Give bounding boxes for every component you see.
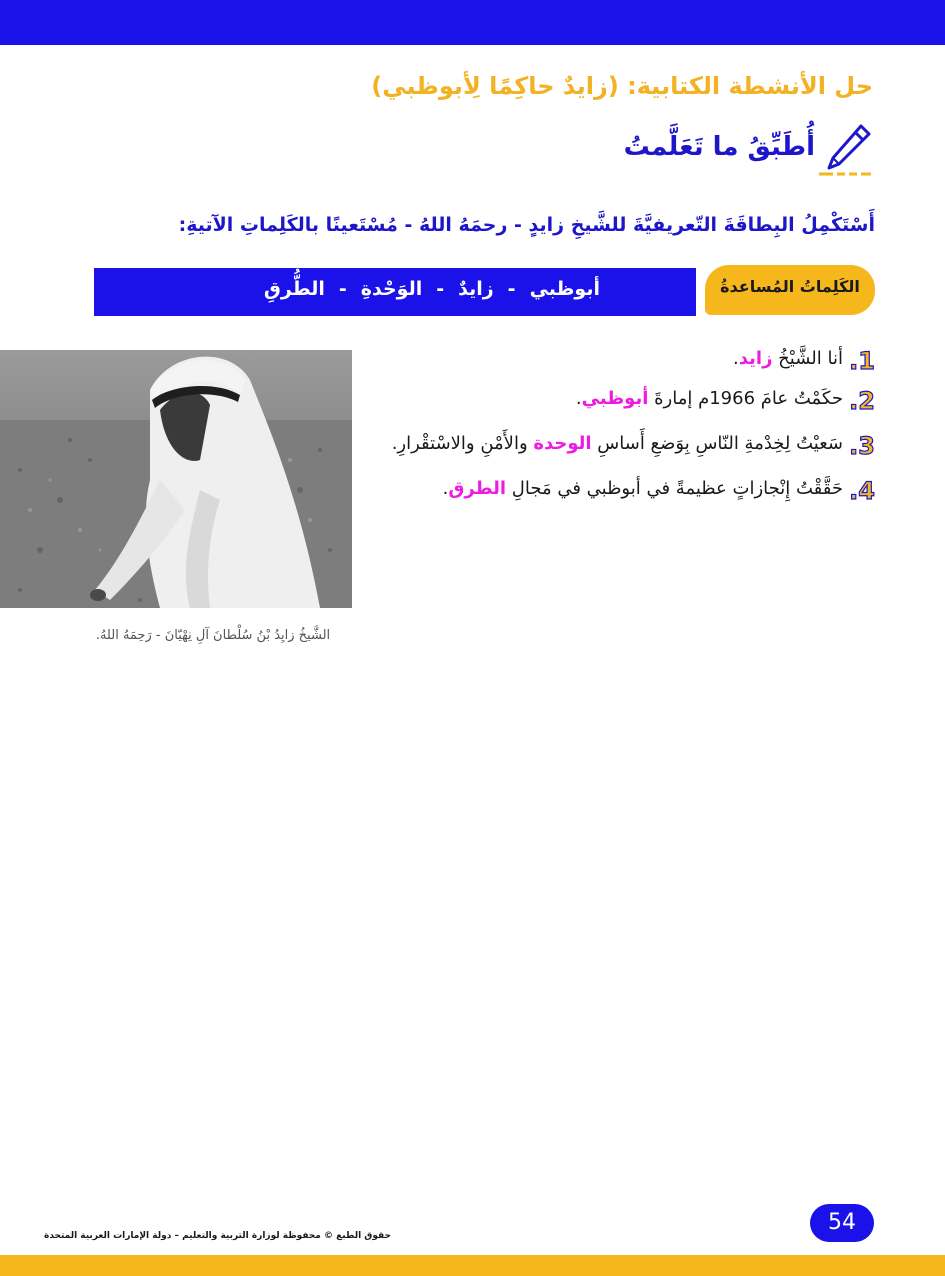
answers-list (375, 342, 875, 506)
answer-text: أنا الشَّيْخُ (772, 348, 843, 369)
pencil-icon (815, 120, 873, 178)
page-title: حل الأنشطة الكتابية: (زايدٌ حاكِمًا لِأبوظبي) (371, 72, 873, 100)
item-number: 2. (849, 387, 875, 415)
top-banner (0, 0, 945, 45)
answer-text: سَعيْتُ لِخِدْمةِ النّاسِ بِوَضعِ أَساسِ (591, 433, 843, 454)
page-number: 54 (810, 1204, 874, 1242)
answer-text: حكَمْتُ عامَ 1966م إمارةَ (648, 388, 843, 409)
copyright-notice: حقوق الطبع © محفوظة لوزارة التربية والتعليم – دولة الإمارات العربية المتحدة (44, 1231, 391, 1241)
helper-word: زايدٌ (458, 278, 494, 300)
section-header (573, 120, 873, 180)
answer-fill: الطرق (448, 478, 507, 499)
item-number: 4. (849, 477, 875, 505)
answer-item (375, 382, 875, 416)
word-separator: - (338, 278, 347, 300)
instruction-text: أَسْتَكْمِلُ البِطاقَةَ التّعريفيَّةَ للشَّيخِ زايدٍ - رحمَهُ اللهُ - مُسْتَعينًا بالكَلِماتِ الآتيةِ: (178, 214, 875, 236)
helper-words-row (264, 278, 600, 300)
answer-fill: زايد (738, 348, 773, 369)
section-title: أُطَبِّقُ ما تَعَلَّمتُ (623, 132, 815, 162)
helper-word: أبوظبي (529, 278, 600, 300)
sheikh-zayed-photo (0, 350, 352, 608)
item-number: 3. (849, 432, 875, 460)
word-separator: - (507, 278, 516, 300)
answer-item (375, 342, 875, 376)
item-number: 1. (849, 347, 875, 375)
answer-text: حَقَّقْتُ إِنْجازاتٍ عظيمةً في أبوظبي في مَجالِ (506, 478, 843, 499)
helper-words-label: الكَلِماتُ المُساعدةُ (705, 265, 875, 315)
answer-fill: الوحدة (533, 433, 592, 454)
helper-word: الطُّرقِ (263, 278, 325, 300)
bottom-banner (0, 1255, 945, 1276)
answer-item (375, 422, 875, 466)
answer-text: . (733, 348, 739, 369)
helper-word: الوَحْدةِ (360, 278, 423, 300)
answer-text: والأَمْنِ والاسْتقْرارِ. (391, 433, 534, 454)
answer-fill: أبوظبي (581, 388, 649, 409)
answer-item (375, 472, 875, 506)
answer-text: . (442, 478, 449, 499)
helper-words-box (94, 268, 696, 316)
photo-caption: الشَّيخُ زايِدُ بْنُ سُلْطانَ آلِ نِهْيّانَ - رَحِمَهُ اللهُ. (95, 628, 331, 643)
answer-text: . (575, 388, 582, 409)
word-separator: - (436, 278, 445, 300)
